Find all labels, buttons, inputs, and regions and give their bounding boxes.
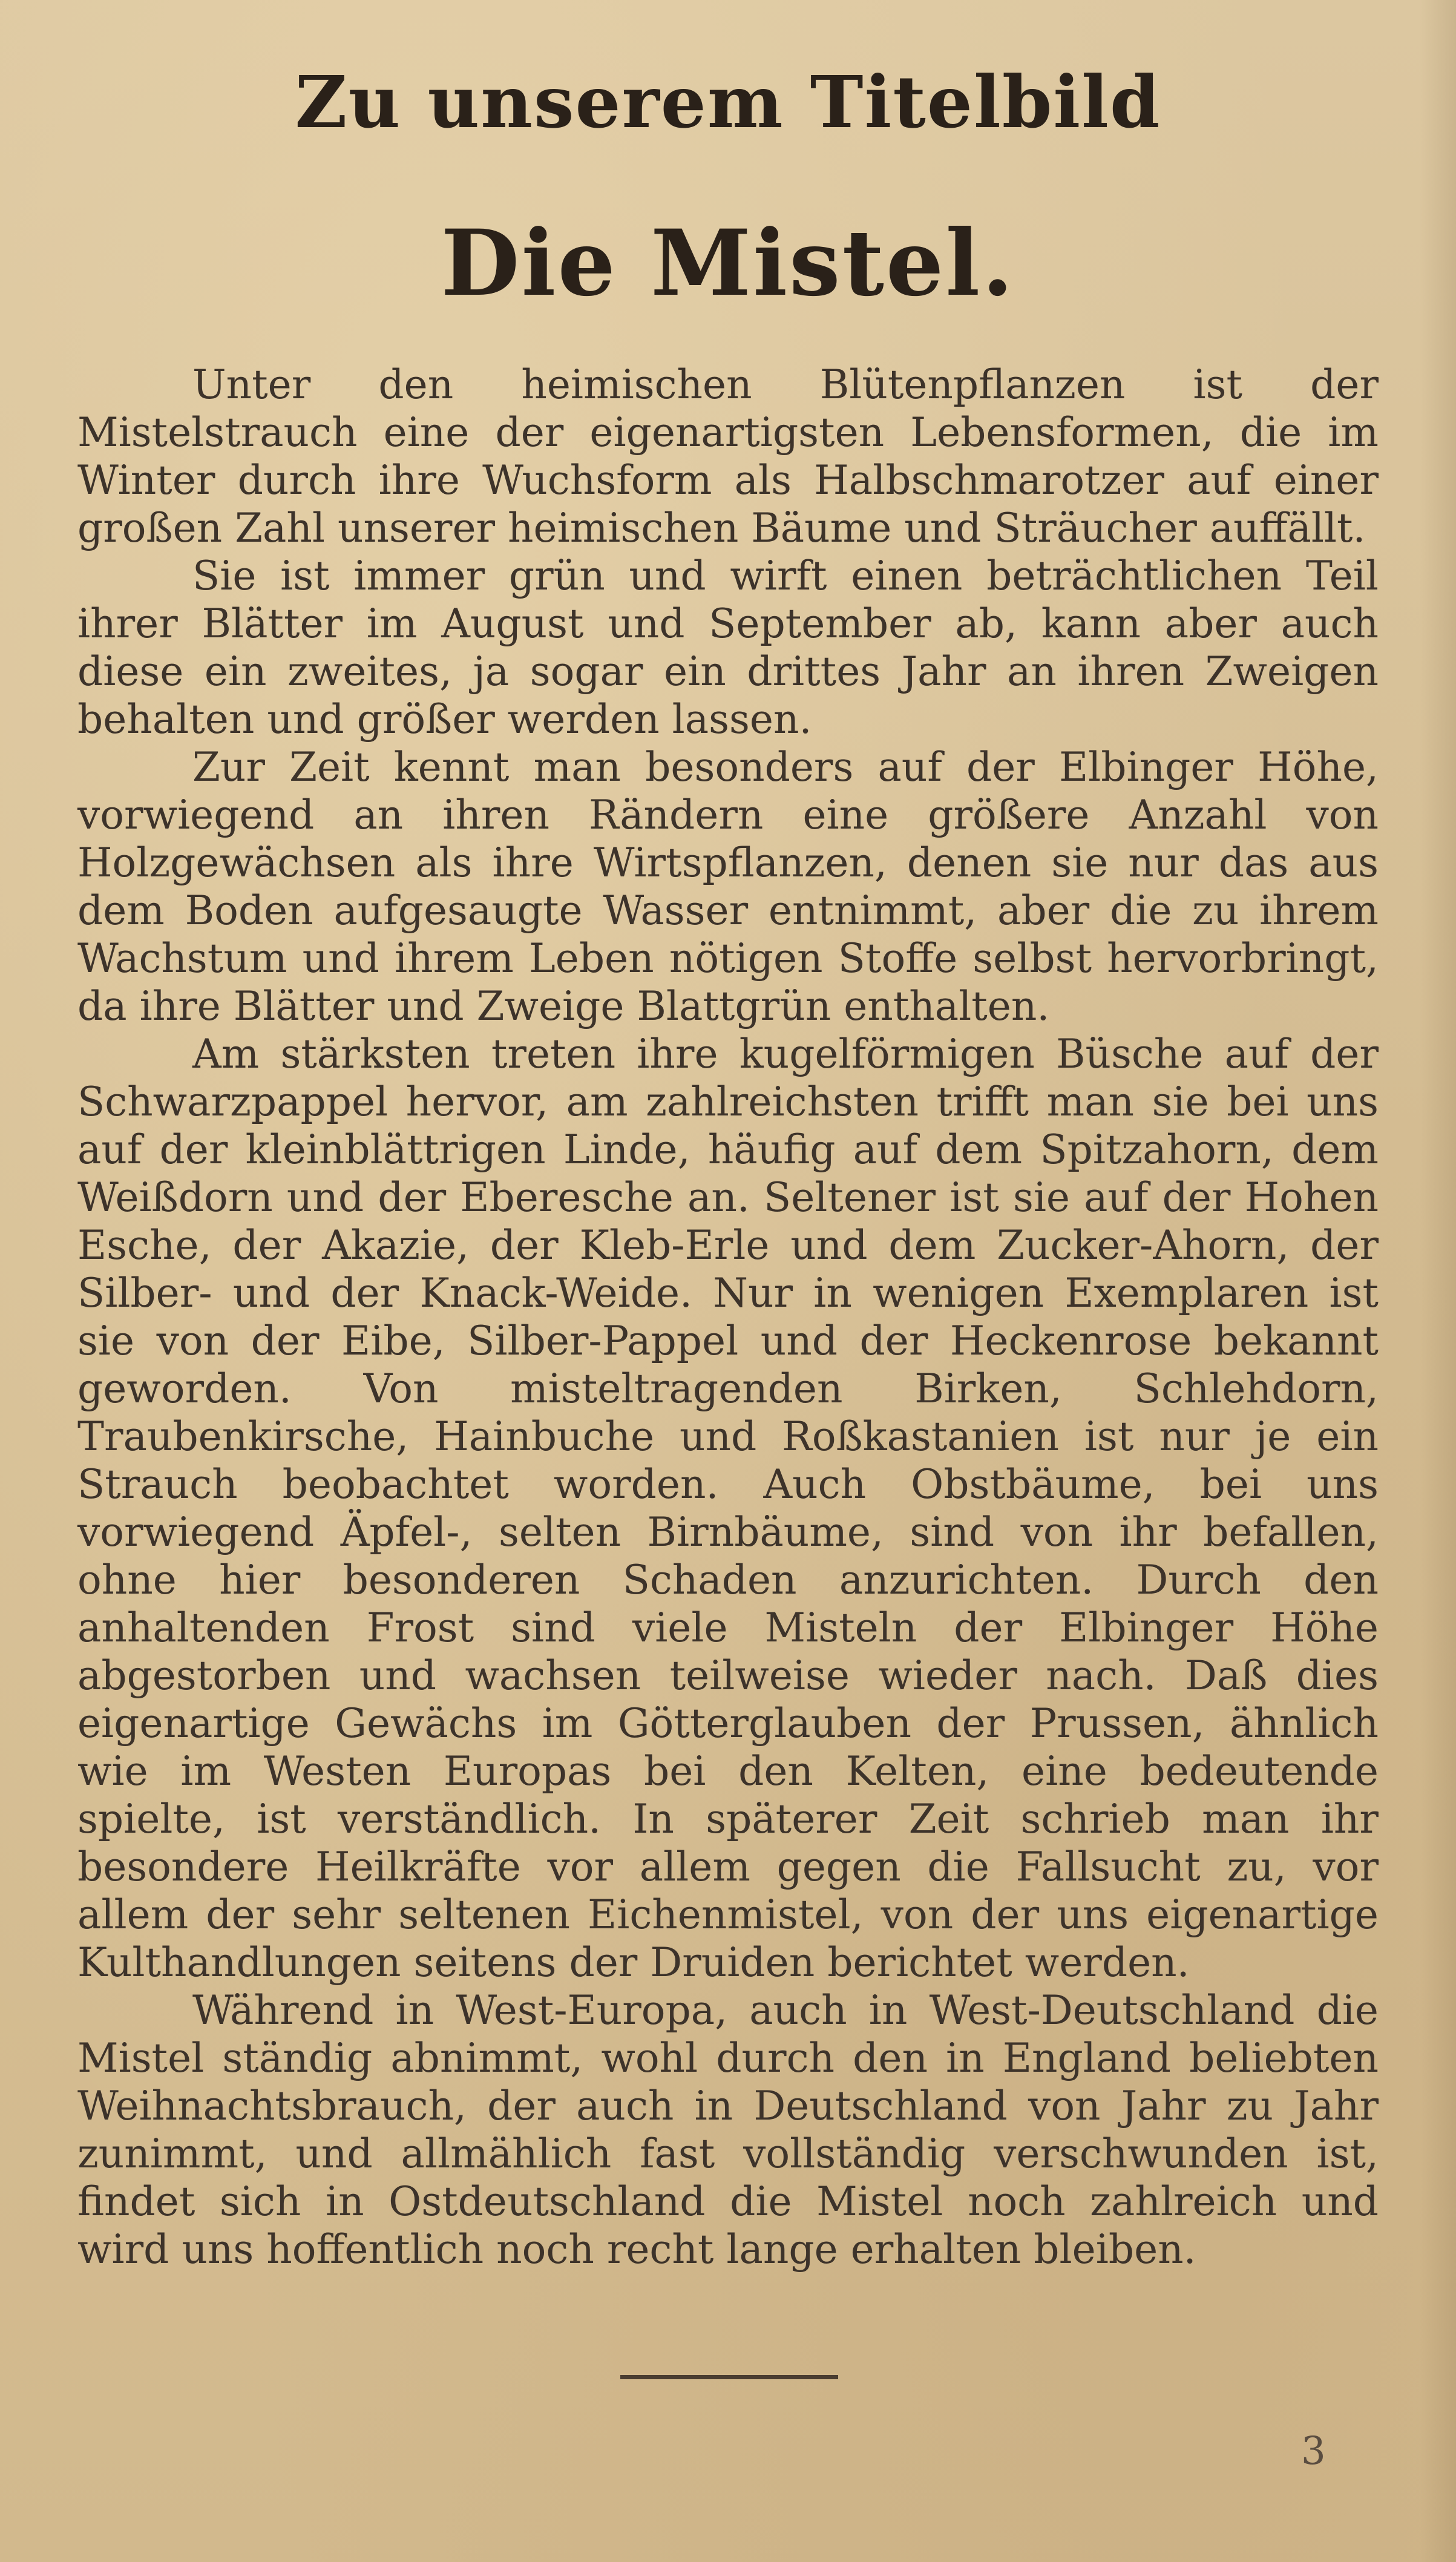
paragraph-3: Zur Zeit kennt man besonders auf der Elbinger Höhe, vorwiegend an ihren Rändern eine größere Anzahl von Holzgewächsen als ihre Wirtspflanzen, denen sie nur das aus dem Boden aufgesaugte Wasser entnimmt, aber die zu ihrem Wachstum und ihrem Leben nötigen Stoffe selbst hervorbringt, da ihre Blätter und Zweige Blattgrün enthalten.	[77, 744, 1379, 1030]
paragraph-2: Sie ist immer grün und wirft einen beträchtlichen Teil ihrer Blätter im August und September ab, kann aber auch diese ein zweites, ja sogar ein drittes Jahr an ihren Zweigen behalten und größer werden lassen.	[77, 553, 1379, 743]
paragraph-5: Während in West-Europa, auch in West-Deutschland die Mistel ständig abnimmt, wohl durch den in England beliebten Weihnachtsbrauch, der auch in Deutschland von Jahr zu Jahr zunimmt, und allmählich fast vollständig verschwunden ist, findet sich in Ostdeutschland die Mistel noch zahlreich und wird uns hoffentlich noch recht lange erhalten bleiben.	[77, 1987, 1379, 2273]
end-rule	[620, 2375, 838, 2379]
page-number: 3	[1301, 2429, 1326, 2474]
article-body	[77, 361, 1379, 2273]
paragraph-4: Am stärksten treten ihre kugelförmigen Büsche auf der Schwarzpappel hervor, am zahlreichsten trifft man sie bei uns auf der kleinblättrigen Linde, häufig auf dem Spitzahorn, dem Weißdorn und der Eberesche an. Seltener ist sie auf der Hohen Esche, der Akazie, der Kleb-Erle und dem Zucker-Ahorn, der Silber- und der Knack-Weide. Nur in wenigen Exemplaren ist sie von der Eibe, Silber-Pappel und der Heckenrose bekannt geworden. Von misteltragenden Birken, Schlehdorn, Traubenkirsche, Hainbuche und Roßkastanien ist nur je ein Strauch beobachtet worden. Auch Obstbäume, bei uns vorwiegend Äpfel-, selten Birnbäume, sind von ihr befallen, ohne hier besonderen Schaden anzurichten. Durch den anhaltenden Frost sind viele Misteln der Elbinger Höhe abgestorben und wachsen teilweise wieder nach. Daß dies eigenartige Gewächs im Götterglauben der Prussen, ähnlich wie im Westen Europas bei den Kelten, eine bedeutende spielte, ist verständlich. In späterer Zeit schrieb man ihr besondere Heilkräfte vor allem gegen die Fallsucht zu, vor allem der sehr seltenen Eichenmistel, von der uns eigenartige Kulthandlungen seitens der Druiden berichtet werden.	[77, 1031, 1379, 1986]
section-kicker: Zu unserem Titelbild	[295, 60, 1161, 144]
page-edge-shadow	[1420, 0, 1456, 2562]
paragraph-1: Unter den heimischen Blütenpflanzen ist der Mistelstrauch eine der eigenartigsten Lebensformen, die im Winter durch ihre Wuchsform als Halbschmarotzer auf einer großen Zahl unserer heimischen Bäume und Sträucher auffällt.	[77, 361, 1379, 551]
article-title: Die Mistel.	[441, 210, 1015, 317]
